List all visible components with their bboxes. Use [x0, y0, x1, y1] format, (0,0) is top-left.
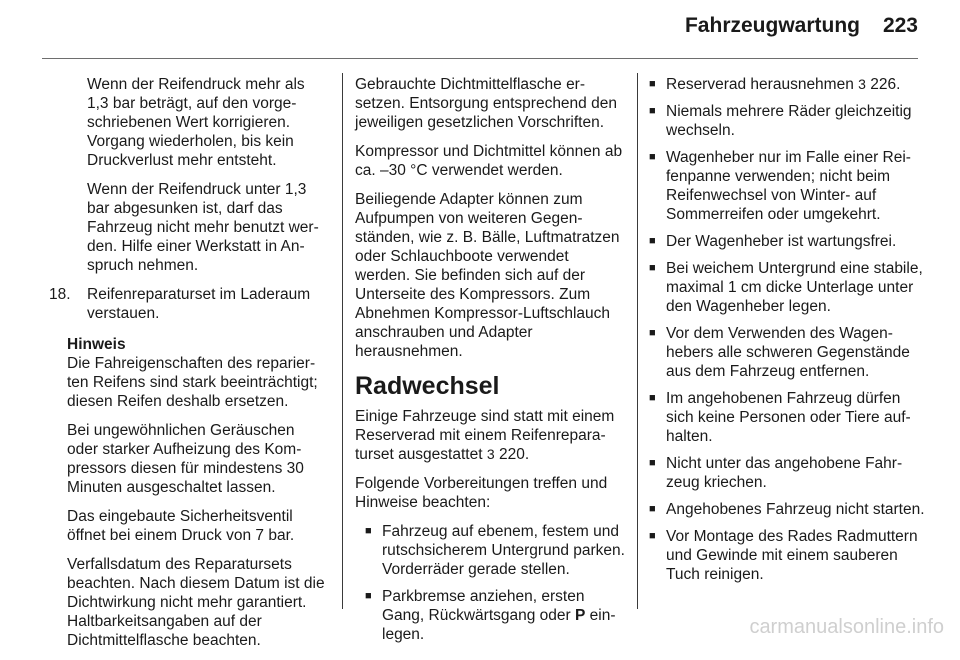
bullet-text: Parkbremse anziehen, ersten Gang, Rückwärtsgang oder: [382, 588, 585, 624]
column-3: [649, 75, 927, 592]
step-text: Reifenreparaturset im Laderaum verstauen.: [87, 286, 311, 322]
paragraph-text: Einige Fahrzeuge sind statt mit einem Reserverad mit einem Reifenreparaturset ausgestattet: [355, 408, 615, 463]
section-heading: Radwechsel: [355, 372, 500, 400]
paragraph: Wenn der Reifendruck unter 1,3 bar abgesunken ist, darf das Fahrzeug nicht mehr benutzt werden. Hilfe einer Werkstatt in Anspruch nehmen.: [87, 181, 319, 274]
step-number: 18.: [49, 286, 71, 303]
bullet-item: ■ Wagenheber nur im Falle einer Reifenpanne verwenden; nicht beim Reifenwechsel von Winter- auf Sommerreifen oder umgekehrt.: [649, 148, 927, 224]
paragraph: Kompressor und Dichtmittel können ab ca. –30 °C verwendet werden.: [355, 143, 623, 179]
column-divider-1: [342, 73, 343, 609]
paragraph: [355, 407, 627, 464]
bullet-item: [365, 587, 627, 644]
cross-reference-icon: 3: [858, 76, 866, 92]
header-divider: [42, 58, 918, 59]
cross-reference-icon: 3: [486, 446, 495, 462]
bullet-item: ■ Bei weichem Untergrund eine stabile, maximal 1 cm dicke Unterlage unter den Wagenheber legen.: [649, 259, 927, 316]
bullet-item: ■ Angehobenes Fahrzeug nicht starten.: [649, 500, 927, 519]
gear-label: P: [575, 607, 586, 624]
page-header: [0, 0, 960, 62]
bullet-item: ■ Fahrzeug auf ebenem, festem und rutschsicherem Untergrund parken. Vorderräder gerade stellen.: [365, 522, 627, 579]
bullet-text: einlegen.: [382, 607, 616, 643]
note-paragraph: Die Fahreigenschaften des reparierten Reifens sind stark beeinträchtigt; diesen Reifen deshalb ersetzen.: [67, 355, 318, 410]
paragraph: Beiliegende Adapter können zum Aufpumpen von weiteren Gegenständen, wie z. B. Bälle, Luftmatratzen oder Schlauchboote verwendet werden. Sie befinden sich auf der Unterseite des Kompressors. Zum Abnehmen Kompressor-Luftschlauch anschrauben und Adapter herausnehmen.: [355, 191, 620, 360]
column-1: [49, 75, 327, 660]
bullet-item: ■ Vor Montage des Rades Radmuttern und Gewinde mit einem sauberen Tuch reinigen.: [649, 527, 927, 584]
note-paragraph: Bei ungewöhnlichen Geräuschen oder starker Aufheizung des Kompressors diesen für mindestens 30 Minuten ausgeschaltet lassen.: [67, 422, 304, 496]
bullet-text: Reserverad herausnehmen: [666, 76, 854, 93]
bullet-item: ■ Niemals mehrere Räder gleichzeitig wechseln.: [649, 102, 927, 140]
bullet-item: ■ Im angehobenen Fahrzeug dürfen sich keine Personen oder Tiere aufhalten.: [649, 389, 927, 446]
page-number: 223: [882, 14, 918, 37]
numbered-step-18: [49, 285, 327, 323]
note-paragraph: Das eingebaute Sicherheitsventil öffnet bei einem Druck von 7 bar.: [67, 508, 295, 544]
paragraph: Gebrauchte Dichtmittelflasche ersetzen. Entsorgung entsprechend den jeweiligen gesetzlichen Vorschriften.: [355, 76, 617, 131]
section-title: Fahrzeugwartung: [684, 14, 860, 37]
paragraph: Wenn der Reifendruck mehr als 1,3 bar beträgt, auf den vorgeschriebenen Wert korrigieren. Vorgang wiederholen, bis kein Druckverlust mehr entsteht.: [87, 76, 305, 169]
page-reference-link[interactable]: 220.: [498, 446, 530, 463]
note-title: Hinweis: [67, 336, 126, 353]
column-2: [355, 75, 627, 652]
bullet-item: [649, 75, 927, 94]
bullet-item: ■ Der Wagenheber ist wartungsfrei.: [649, 232, 927, 251]
page-reference-link[interactable]: 226.: [870, 76, 901, 93]
bullet-item: ■ Nicht unter das angehobene Fahrzeug kriechen.: [649, 454, 927, 492]
column-divider-2: [637, 73, 638, 609]
bullet-item: ■ Vor dem Verwenden des Wagenhebers alle schweren Gegenstände aus dem Fahrzeug entfernen.: [649, 324, 927, 381]
note-paragraph: Verfallsdatum des Reparatursets beachten. Nach diesem Datum ist die Dichtwirkung nicht mehr garantiert. Haltbarkeitsangaben auf der Dichtmittelflasche beachten.: [67, 556, 325, 649]
paragraph: Folgende Vorbereitungen treffen und Hinweise beachten:: [355, 475, 608, 511]
watermark: carmanualsonline.info: [749, 616, 944, 638]
